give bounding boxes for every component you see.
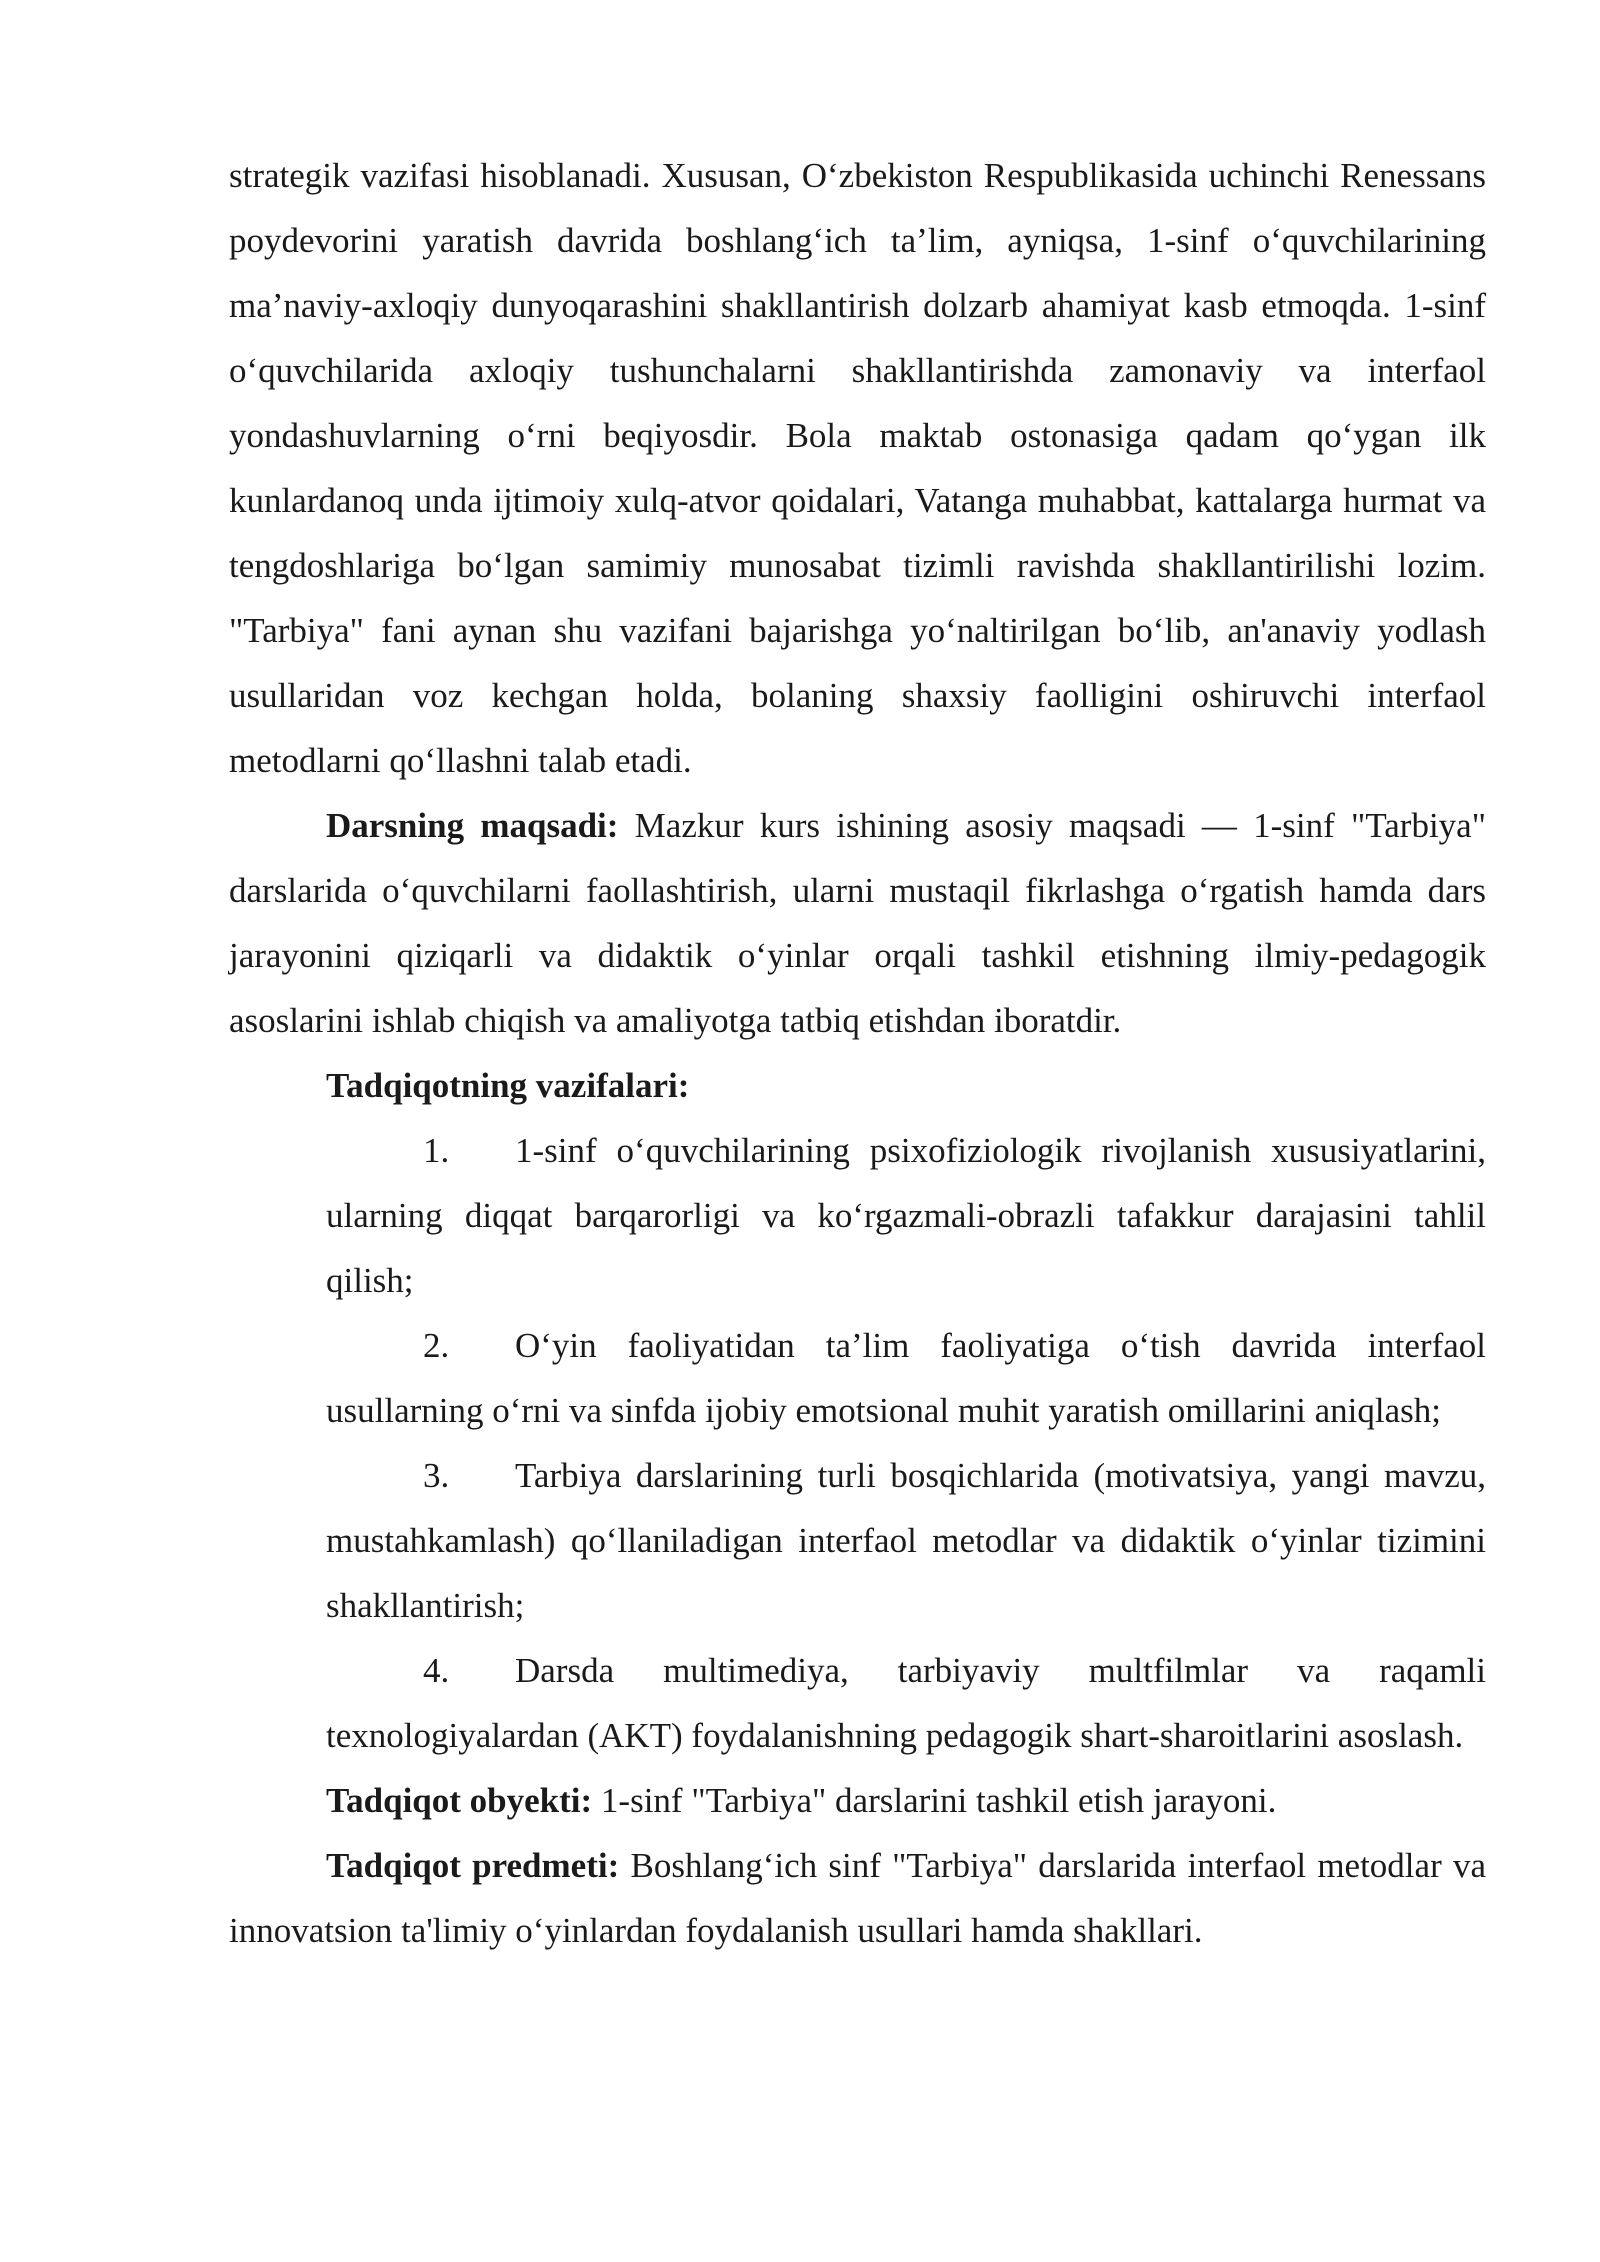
task-text: Tarbiya darslarining turli bosqichlarida (motivatsiya, yangi mavzu, mustahkamlash) qo‘llaniladigan interfaol metodlar va didaktik o‘yinlar tizimini shakllantirish; — [326, 1456, 1486, 1625]
subject-text: Boshlang‘ich sinf "Tarbiya" darslarida interfaol metodlar va innovatsion ta'limiy o‘yinlardan foydalanish usullari hamda shakllari. — [229, 1846, 1486, 1950]
task-number: 3. — [423, 1456, 450, 1495]
task-item — [326, 1313, 1486, 1443]
document-page — [229, 143, 1486, 1963]
goal-paragraph — [229, 793, 1486, 1053]
task-number: 1. — [423, 1131, 450, 1170]
task-text: O‘yin faoliyatidan ta’lim faoliyatiga o‘tish davrida interfaol usullarning o‘rni va sinfda ijobiy emotsional muhit yaratish omillarini aniqlash; — [326, 1326, 1486, 1430]
object-label: Tadqiqot obyekti: — [326, 1781, 593, 1820]
goal-text: Mazkur kurs ishining asosiy maqsadi — 1-sinf "Tarbiya" darslarida o‘quvchilarni faollashtirish, ularni mustaqil fikrlashga o‘rgatish hamda dars jarayonini qiziqarli va didaktik o‘yinlar orqali tashkil etishning ilmiy-pedagogik asoslarini ishlab chiqish va amaliyotga tatbiq etishdan iboratdir. — [229, 806, 1487, 1040]
task-item — [326, 1118, 1486, 1313]
subject-paragraph — [229, 1833, 1486, 1963]
intro-paragraph: strategik vazifasi hisoblanadi. Xususan, O‘zbekiston Respublikasida uchinchi Renessans poydevorini yaratish davrida boshlang‘ich ta’lim, ayniqsa, 1-sinf o‘quvchilarining ma’naviy-axloqiy dunyoqarashini shakllantirish dolzarb ahamiyat kasb etmoqda. 1-sinf o‘quvchilarida axloqiy tushunchalarni shakllantirishda zamonaviy va interfaol yondashuvlarning o‘rni beqiyosdir. Bola maktab ostonasiga qadam qo‘ygan ilk kunlardanoq unda ijtimoiy xulq-atvor qoidalari, Vatanga muhabbat, kattalarga hurmat va tengdoshlariga bo‘lgan samimiy munosabat tizimli ravishda shakllantirilishi lozim. "Tarbiya" fani aynan shu vazifani bajarishga yo‘naltirilgan bo‘lib, an'anaviy yodlash usullaridan voz kechgan holda, bolaning shaxsiy faolligini oshiruvchi interfaol metodlarni qo‘llashni talab etadi. — [229, 156, 1486, 780]
task-text: Darsda multimediya, tarbiyaviy multfilmlar va raqamli texnologiyalardan (AKT) foydalanishning pedagogik shart-sharoitlarini asoslash. — [326, 1651, 1486, 1755]
object-paragraph — [229, 1768, 1486, 1833]
task-text: 1-sinf o‘quvchilarining psixofiziologik rivojlanish xususiyatlarini, ularning diqqat barqarorligi va ko‘rgazmali-obrazli tafakkur darajasini tahlil qilish; — [326, 1131, 1486, 1300]
task-item — [326, 1638, 1486, 1768]
goal-label: Darsning maqsadi: — [326, 806, 619, 845]
task-item — [326, 1443, 1486, 1638]
object-text: 1-sinf "Tarbiya" darslarini tashkil etish jarayoni. — [592, 1781, 1277, 1820]
task-number: 2. — [423, 1326, 450, 1365]
subject-label: Tadqiqot predmeti: — [326, 1846, 620, 1885]
tasks-heading: Tadqiqotning vazifalari: — [326, 1066, 690, 1105]
tasks-list — [326, 1118, 1486, 1768]
task-number: 4. — [423, 1651, 450, 1690]
